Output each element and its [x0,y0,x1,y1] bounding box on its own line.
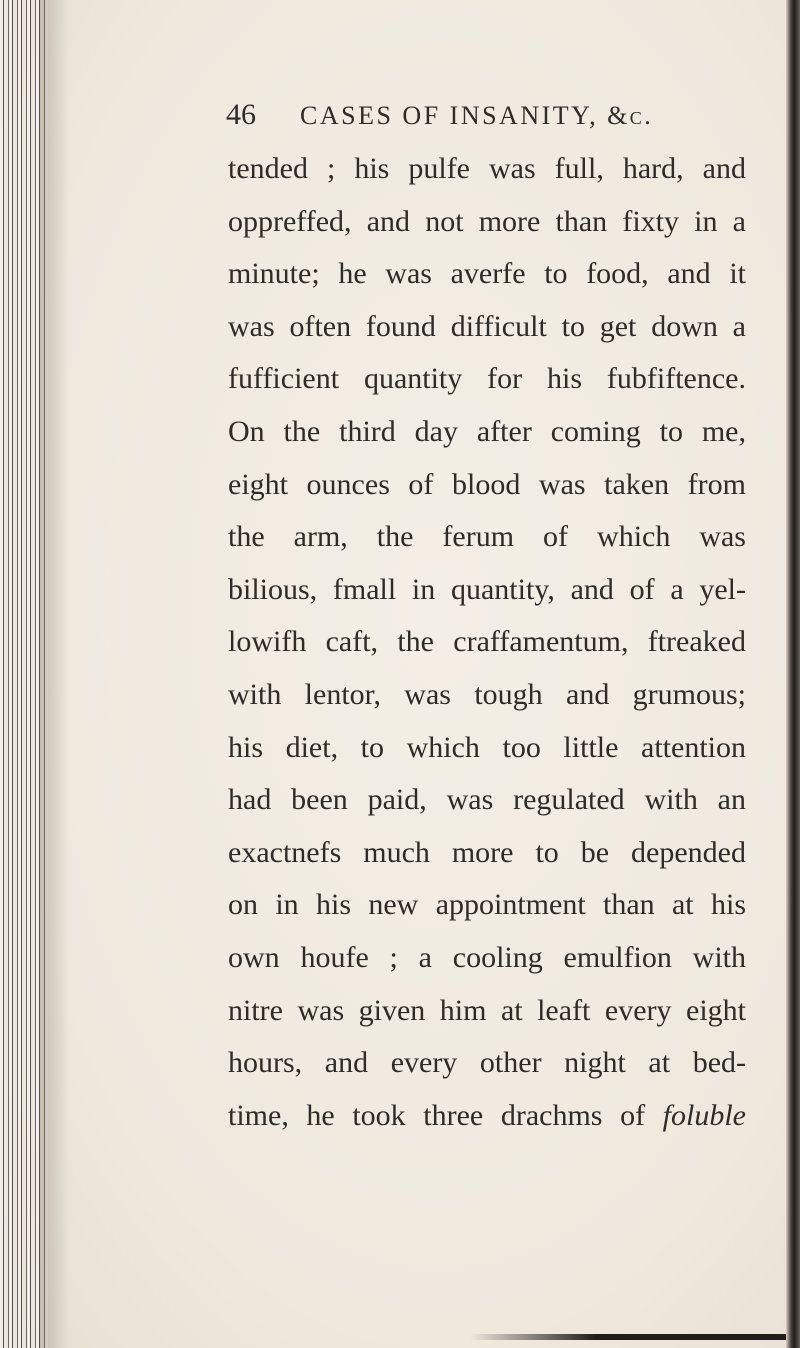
text-line-last [228,1090,746,1143]
catchword-italic: foluble [662,1098,746,1132]
text-line: with lentor, was tough and grumous; [228,677,746,711]
last-line-regular: time, he took three drachms of [228,1098,646,1132]
text-line: nitre was given him at leaft every eight [228,993,746,1027]
text-line: fufficient quantity for his fubfiftence. [228,362,746,396]
text-line: had been paid, was regulated with an [228,783,746,817]
text-line: on in his new appointment than at his [228,888,746,922]
text-line: own houfe ; a cooling emulfion with [228,940,746,974]
text-line: oppreffed, and not more than fixty in a [228,204,746,238]
text-line: hours, and every other night at bed- [228,1046,746,1080]
running-head: CASES OF INSANITY, &c. [300,101,654,130]
text-line: minute; he was averfe to food, and it [228,257,746,291]
page-number: 46 [226,98,256,131]
right-page-edge [786,0,800,1348]
bottom-edge-shadow [470,1334,786,1340]
text-line: lowifh caft, the craffamentum, ftreaked [228,625,746,659]
text-line: bilious, fmall in quantity, and of a yel- [228,572,746,606]
body-text [228,143,768,1142]
text-line: eight ounces of blood was taken from [228,467,746,501]
text-line: tended ; his pulfe was full, hard, and [228,152,746,185]
gutter-shadow [40,0,70,1348]
text-line: On the third day after coming to me, [228,414,746,448]
text-line: the arm, the ferum of which was [228,520,746,554]
text-line: exactnefs much more to be depended [228,835,746,869]
text-line: was often found difficult to get down a [228,309,746,343]
text-line: his diet, to which too little attention [228,730,746,764]
page-header [226,98,746,142]
